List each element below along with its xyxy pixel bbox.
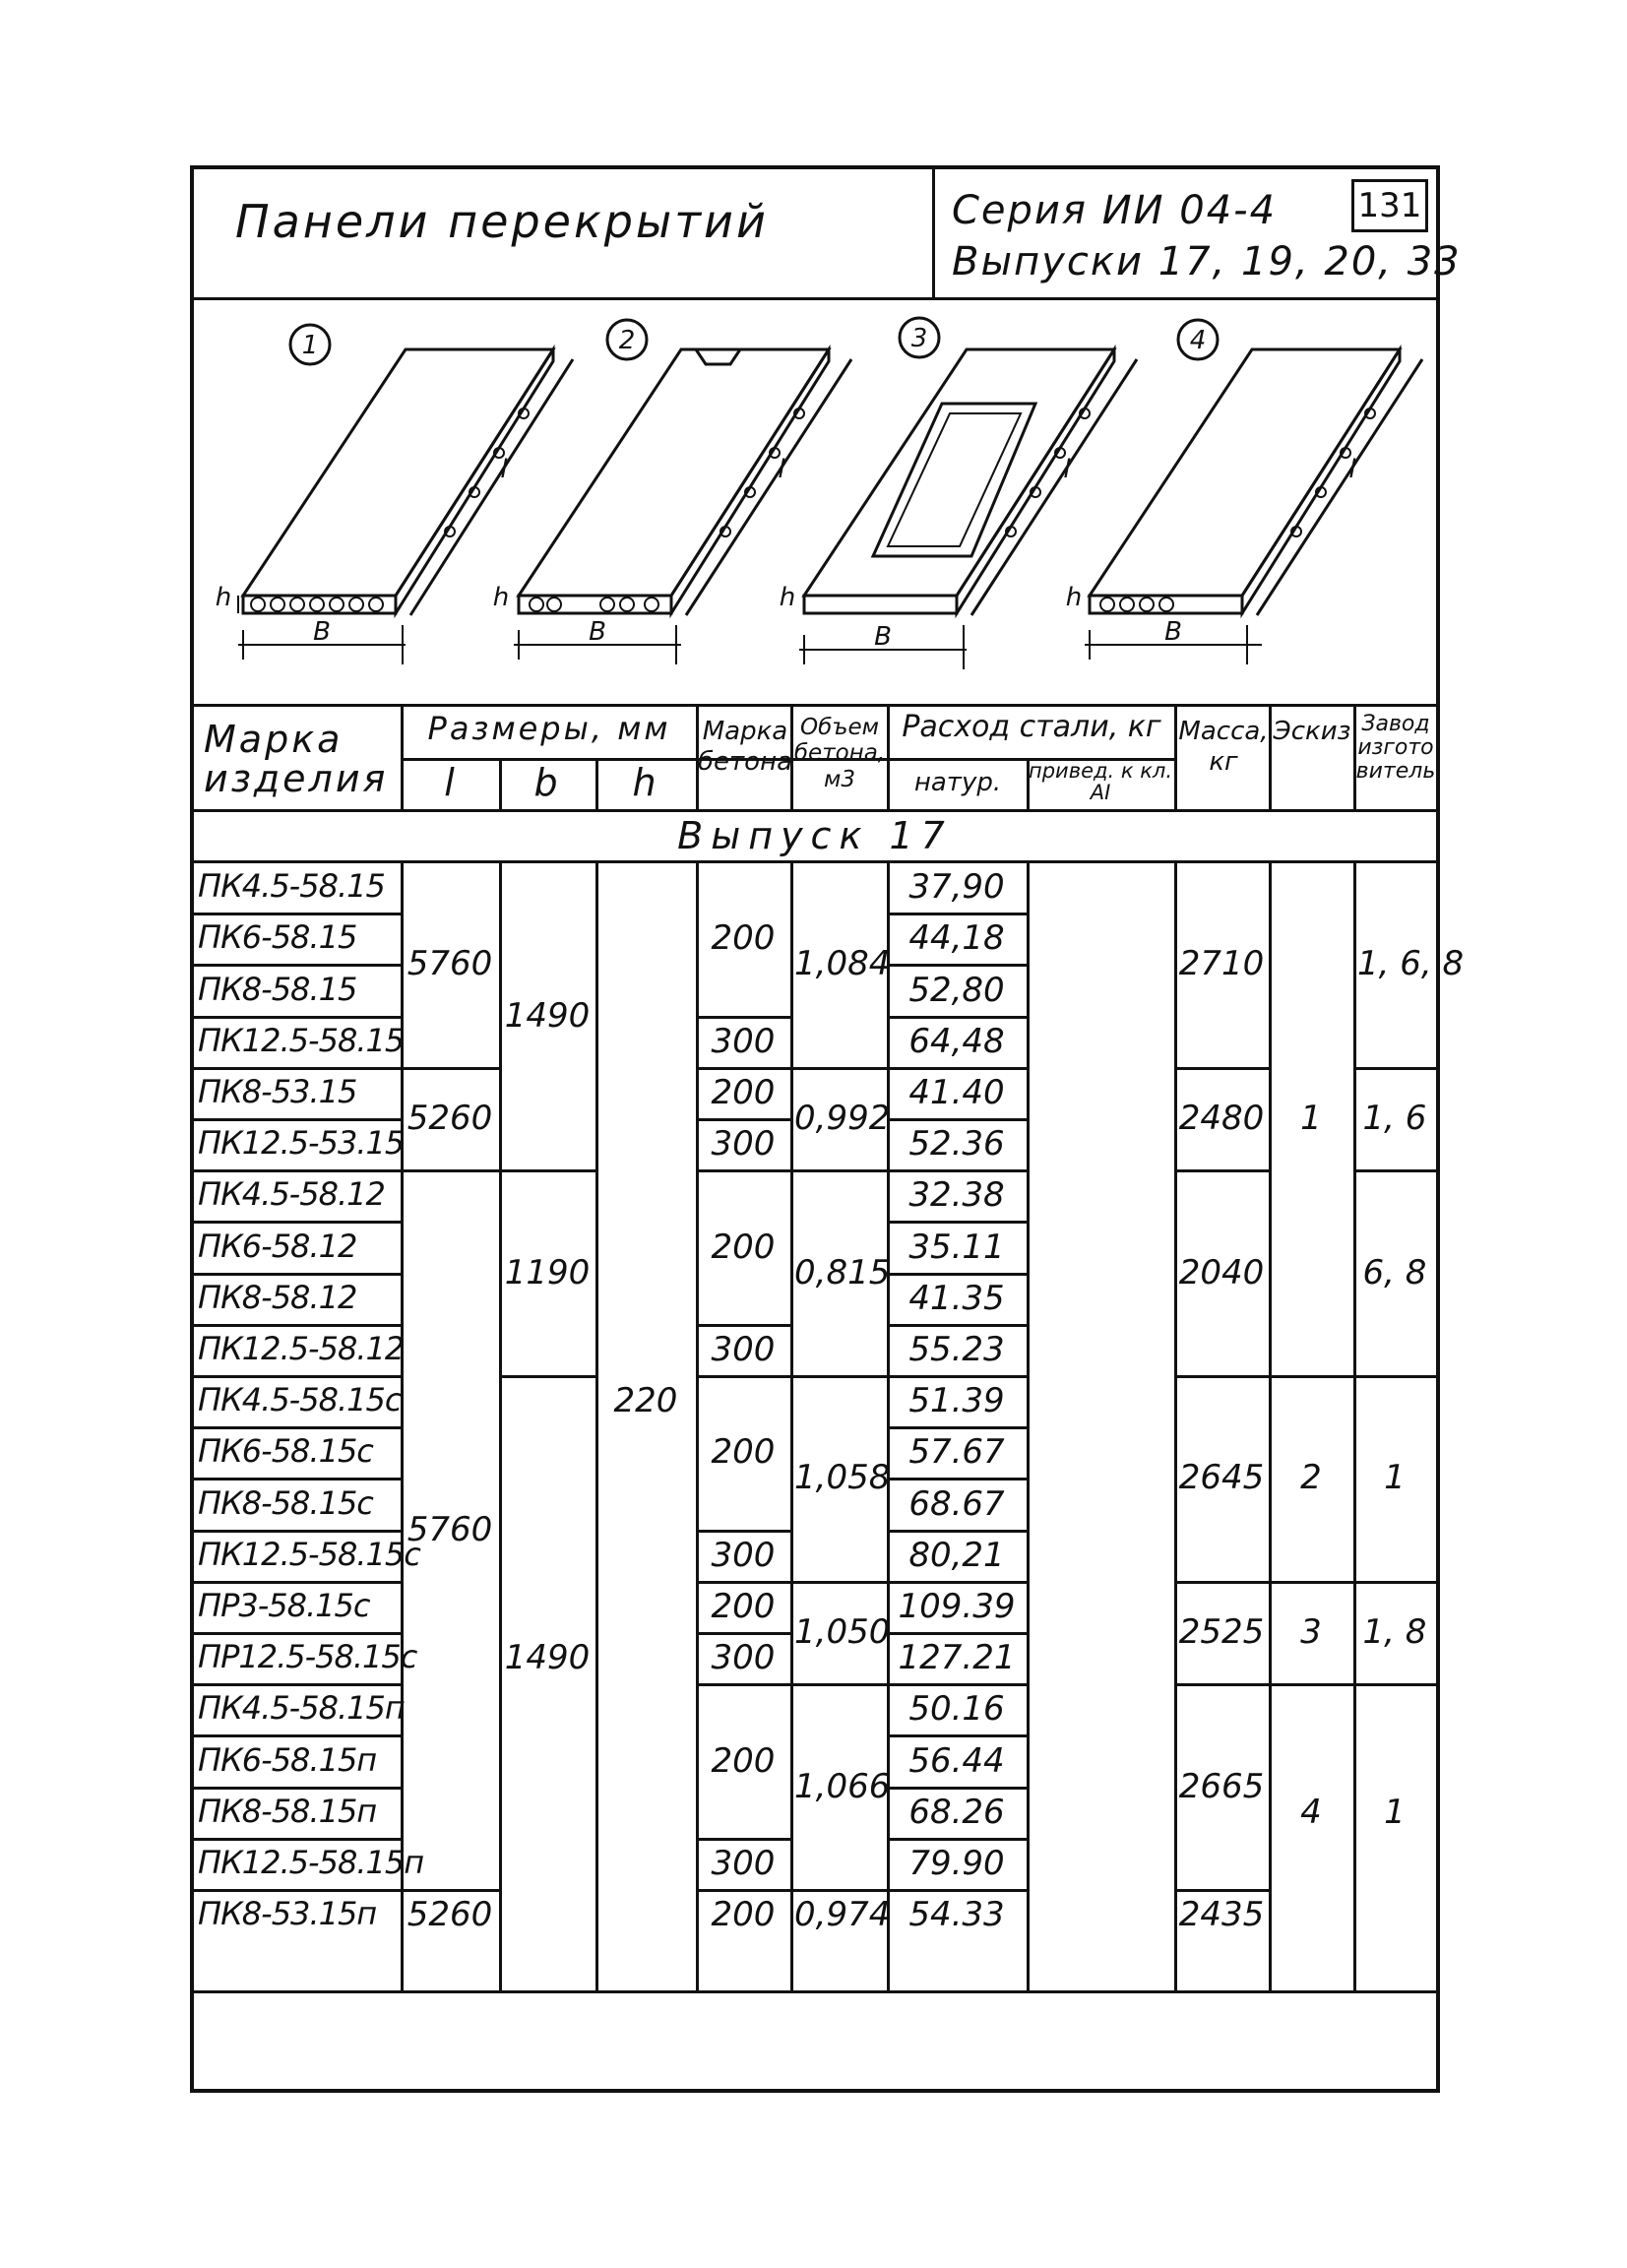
steel-nat-cell: 54.33 xyxy=(908,1895,1005,1935)
concrete-cell: 300 xyxy=(711,1329,776,1369)
drawing-4-number: 4 xyxy=(1189,326,1207,355)
steel-row-line xyxy=(887,1426,1027,1429)
header-size-b: b xyxy=(533,761,561,804)
plant-cell: 1, 8 xyxy=(1362,1612,1427,1652)
volume-cell: 1,066 xyxy=(794,1766,891,1806)
volume-cell: 0,815 xyxy=(794,1252,891,1292)
concrete-cell: 200 xyxy=(711,918,776,959)
mark-row-line xyxy=(194,1273,401,1276)
drawing-4-l: l xyxy=(1348,455,1356,484)
concrete-group-line xyxy=(696,1632,790,1635)
header-plant: Завод изготовитель xyxy=(1355,712,1436,785)
steel-row-line xyxy=(887,1324,1027,1327)
volume-cell: 1,084 xyxy=(794,944,891,984)
header-concrete: Марка бетона xyxy=(698,717,793,778)
col-line-7 xyxy=(1027,860,1030,1990)
header-size-l: l xyxy=(444,761,458,804)
l-cell: 5260 xyxy=(407,1895,493,1935)
mark-row-line xyxy=(194,1426,401,1429)
steel-row-line xyxy=(887,1478,1027,1480)
mark-row-line xyxy=(194,1375,401,1378)
steel-row-line xyxy=(887,1118,1027,1121)
steel-nat-cell: 41.40 xyxy=(908,1072,1005,1112)
col-line-8b xyxy=(1174,860,1177,1990)
concrete-group-line xyxy=(696,1581,790,1584)
header-steel-red: привед. к кл. AI xyxy=(1028,759,1172,805)
concrete-cell: 200 xyxy=(711,1740,776,1781)
mark-cell: ПК6-58.15п xyxy=(198,1740,377,1779)
steel-nat-cell: 109.39 xyxy=(898,1586,1016,1626)
col-line-3 xyxy=(595,860,598,1990)
concrete-group-line xyxy=(696,1169,790,1172)
mark-cell: ПК12.5-53.15 xyxy=(198,1124,405,1163)
col-line-5b xyxy=(790,860,793,1990)
concrete-cell: 200 xyxy=(711,1586,776,1626)
drawing-3-l: l xyxy=(1063,455,1071,484)
mark-cell: ПК8-58.15с xyxy=(198,1483,373,1522)
steel-nat-cell: 127.21 xyxy=(898,1638,1016,1678)
plant-group-line xyxy=(1353,1683,1436,1686)
plant-cell: 1 xyxy=(1384,1792,1406,1832)
header-steel-nat: натур. xyxy=(913,768,1002,797)
mark-row-line xyxy=(194,1478,401,1480)
mark-cell: ПК4.5-58.12 xyxy=(198,1175,385,1214)
mark-cell: ПР3-58.15с xyxy=(198,1586,370,1624)
document-title: Панели перекрытий xyxy=(235,195,769,248)
drawing-2-b: B xyxy=(589,617,606,647)
header-size-h: h xyxy=(632,761,659,804)
steel-row-line xyxy=(887,1375,1027,1378)
col-line-9b xyxy=(1269,860,1272,1990)
mark-row-line xyxy=(194,1530,401,1533)
mark-cell: ПК8-53.15п xyxy=(198,1895,377,1933)
table-top-line xyxy=(194,704,1436,707)
steel-nat-cell: 32.38 xyxy=(908,1175,1005,1216)
concrete-group-line xyxy=(696,1375,790,1378)
mass-cell: 2710 xyxy=(1178,944,1265,984)
mark-cell: ПК6-58.12 xyxy=(198,1227,357,1265)
section-title: Выпуск 17 xyxy=(677,814,953,857)
concrete-group-line xyxy=(696,1530,790,1533)
l-group-line xyxy=(401,1889,499,1892)
steel-row-line xyxy=(887,1067,1027,1070)
concrete-group-line xyxy=(696,1118,790,1121)
steel-row-line xyxy=(887,1169,1027,1172)
mark-cell: ПК12.5-58.12 xyxy=(198,1329,405,1367)
header-sketch: Эскиз xyxy=(1273,717,1351,746)
concrete-cell: 200 xyxy=(711,1432,776,1473)
mark-row-line xyxy=(194,1889,401,1892)
sketch-cell: 3 xyxy=(1300,1612,1322,1652)
header-bottom-line xyxy=(194,809,1436,812)
mark-row-line xyxy=(194,1581,401,1584)
mark-row-line xyxy=(194,1118,401,1121)
steel-nat-cell: 79.90 xyxy=(908,1843,1005,1883)
concrete-cell: 300 xyxy=(711,1021,776,1061)
drawing-1-l: l xyxy=(500,455,508,484)
mass-cell: 2480 xyxy=(1178,1099,1265,1138)
volume-cell: 0,974 xyxy=(794,1895,891,1935)
col-line-4 xyxy=(696,704,699,809)
steel-nat-cell: 41.35 xyxy=(908,1278,1005,1318)
steel-row-line xyxy=(887,1734,1027,1737)
steel-row-line xyxy=(887,1530,1027,1533)
sketch-group-line xyxy=(1269,1375,1353,1378)
col-line-6 xyxy=(887,704,890,809)
concrete-group-line xyxy=(696,1016,790,1019)
col-line-6b xyxy=(887,860,890,1990)
header-steel: Расход стали, кг xyxy=(902,710,1161,744)
steel-row-line xyxy=(887,1016,1027,1019)
plant-group-line xyxy=(1353,1375,1436,1378)
drawing-1-b: B xyxy=(313,617,331,647)
steel-row-line xyxy=(887,1581,1027,1584)
steel-nat-cell: 52.36 xyxy=(908,1124,1005,1165)
drawing-4-b: B xyxy=(1164,617,1182,647)
steel-nat-cell: 52,80 xyxy=(908,970,1005,1010)
mass-group-line xyxy=(1174,1889,1269,1892)
volume-cell: 1,050 xyxy=(794,1612,891,1652)
col-line-9 xyxy=(1269,704,1272,809)
col-line-8 xyxy=(1174,704,1177,809)
concrete-cell: 200 xyxy=(711,1072,776,1112)
header-l-b-divider xyxy=(499,758,502,809)
panel-drawing-3 xyxy=(799,318,1137,669)
steel-nat-cell: 37,90 xyxy=(908,867,1005,908)
header-nat-red-divider xyxy=(1027,758,1030,809)
steel-nat-cell: 50.16 xyxy=(908,1689,1005,1730)
table-bottom-line xyxy=(194,1990,1436,1993)
col-line-10 xyxy=(1353,704,1356,809)
sheet-number: 131 xyxy=(1351,179,1428,232)
mass-group-line xyxy=(1174,1581,1269,1584)
mark-row-line xyxy=(194,1169,401,1172)
plant-group-line xyxy=(1353,1067,1436,1070)
concrete-group-line xyxy=(696,1067,790,1070)
col-line-1 xyxy=(401,704,404,809)
mark-cell: ПК8-58.15п xyxy=(198,1792,377,1830)
plant-cell: 1 xyxy=(1384,1458,1406,1498)
steel-row-line xyxy=(887,913,1027,915)
header-mass: Масса, кг xyxy=(1178,717,1269,778)
sketch-cell: 1 xyxy=(1300,1099,1322,1138)
steel-row-line xyxy=(887,1683,1027,1686)
mark-cell: ПК6-58.15 xyxy=(198,918,357,957)
drawing-2-l: l xyxy=(778,455,785,484)
mark-cell: ПК12.5-58.15 xyxy=(198,1021,405,1059)
mark-row-line xyxy=(194,1221,401,1224)
mark-cell: ПК4.5-58.15п xyxy=(198,1689,405,1728)
series-label: Серия ИИ 04-4 xyxy=(952,188,1278,233)
steel-row-line xyxy=(887,964,1027,967)
concrete-cell: 300 xyxy=(711,1535,776,1575)
mark-cell: ПК8-53.15 xyxy=(198,1072,357,1110)
volume-group-line xyxy=(790,1169,887,1172)
mark-cell: ПК6-58.15с xyxy=(198,1432,373,1471)
drawing-2-number: 2 xyxy=(618,326,636,355)
section-bottom-line xyxy=(194,860,1436,863)
mark-row-line xyxy=(194,1067,401,1070)
l-cell: 5760 xyxy=(407,1509,493,1549)
mark-cell: ПК8-58.15 xyxy=(198,970,357,1008)
volume-group-line xyxy=(790,1683,887,1686)
b-group-line xyxy=(499,1375,595,1378)
col-line-5 xyxy=(790,704,793,809)
col-line-10b xyxy=(1353,860,1356,1990)
l-group-line xyxy=(401,1067,499,1070)
mark-row-line xyxy=(194,1683,401,1686)
l-cell: 5260 xyxy=(407,1099,493,1138)
volume-cell: 0,992 xyxy=(794,1099,891,1138)
b-group-line xyxy=(499,1169,595,1172)
steel-nat-cell: 68.26 xyxy=(908,1792,1005,1832)
steel-nat-cell: 56.44 xyxy=(908,1740,1005,1781)
plant-cell: 6, 8 xyxy=(1362,1252,1427,1292)
header-volume: Объем бетона, м3 xyxy=(793,715,886,792)
sketch-cell: 4 xyxy=(1300,1792,1322,1832)
concrete-cell: 200 xyxy=(711,1227,776,1267)
concrete-cell: 200 xyxy=(711,1895,776,1935)
mark-row-line xyxy=(194,1016,401,1019)
concrete-cell: 300 xyxy=(711,1638,776,1678)
mass-cell: 2665 xyxy=(1178,1766,1265,1806)
volume-group-line xyxy=(790,1889,887,1892)
steel-nat-cell: 51.39 xyxy=(908,1381,1005,1421)
drawing-3-b: B xyxy=(874,622,892,652)
header-b-h-divider xyxy=(595,758,598,809)
mass-group-line xyxy=(1174,1067,1269,1070)
b-cell: 1490 xyxy=(504,995,591,1036)
sketch-group-line xyxy=(1269,1683,1353,1686)
steel-nat-cell: 68.67 xyxy=(908,1483,1005,1524)
steel-nat-cell: 44,18 xyxy=(908,918,1005,959)
steel-nat-cell: 55.23 xyxy=(908,1329,1005,1369)
steel-row-line xyxy=(887,1838,1027,1841)
steel-row-line xyxy=(887,1221,1027,1224)
mark-row-line xyxy=(194,1632,401,1635)
header-steel-underline xyxy=(889,758,1176,761)
mass-group-line xyxy=(1174,1375,1269,1378)
plant-cell: 1, 6 xyxy=(1362,1099,1427,1138)
drawing-2-h: h xyxy=(492,583,510,612)
volume-group-line xyxy=(790,1581,887,1584)
volume-cell: 1,058 xyxy=(794,1458,891,1498)
plant-cell: 1, 6, 8 xyxy=(1357,944,1465,984)
mark-row-line xyxy=(194,1734,401,1737)
mark-cell: ПК8-58.12 xyxy=(198,1278,357,1316)
h-cell: 220 xyxy=(613,1381,678,1421)
header-sizes: Размеры, мм xyxy=(427,710,671,747)
volume-group-line xyxy=(790,1067,887,1070)
b-cell: 1490 xyxy=(504,1638,591,1678)
b-cell: 1190 xyxy=(504,1252,591,1292)
steel-row-line xyxy=(887,1889,1027,1892)
drawing-1-h: h xyxy=(215,583,232,612)
document-frame xyxy=(190,165,1465,2093)
steel-row-line xyxy=(887,1273,1027,1276)
mass-group-line xyxy=(1174,1683,1269,1686)
header-mark: Марка изделия xyxy=(204,718,389,800)
steel-row-line xyxy=(887,1787,1027,1790)
drawing-4-h: h xyxy=(1065,583,1083,612)
mark-row-line xyxy=(194,1324,401,1327)
drawing-3-number: 3 xyxy=(910,324,928,353)
mark-cell: ПК12.5-58.15с xyxy=(198,1535,420,1573)
drawing-1-number: 1 xyxy=(301,331,319,360)
title-divider xyxy=(932,169,935,297)
mark-row-line xyxy=(194,913,401,915)
concrete-group-line xyxy=(696,1683,790,1686)
panel-drawing-4 xyxy=(1085,320,1422,664)
volume-group-line xyxy=(790,1375,887,1378)
mass-cell: 2435 xyxy=(1178,1895,1265,1935)
concrete-group-line xyxy=(696,1838,790,1841)
mark-row-line xyxy=(194,964,401,967)
steel-nat-cell: 64,48 xyxy=(908,1021,1005,1061)
panel-drawings xyxy=(194,300,1436,704)
mark-cell: ПК4.5-58.15с xyxy=(198,1381,402,1419)
mark-cell: ПК12.5-58.15п xyxy=(198,1843,424,1881)
steel-nat-cell: 57.67 xyxy=(908,1432,1005,1473)
mass-cell: 2525 xyxy=(1178,1612,1265,1652)
l-group-line xyxy=(401,1169,499,1172)
steel-nat-cell: 35.11 xyxy=(908,1227,1005,1267)
sketch-group-line xyxy=(1269,1581,1353,1584)
concrete-group-line xyxy=(696,1889,790,1892)
drawing-3-h: h xyxy=(779,583,796,612)
concrete-cell: 300 xyxy=(711,1124,776,1165)
col-line-4b xyxy=(696,860,699,1990)
plant-group-line xyxy=(1353,1169,1436,1172)
mark-row-line xyxy=(194,1838,401,1841)
mass-cell: 2040 xyxy=(1178,1252,1265,1292)
plant-group-line xyxy=(1353,1581,1436,1584)
mass-cell: 2645 xyxy=(1178,1458,1265,1498)
issues-label: Выпуски 17, 19, 20, 33 xyxy=(952,239,1462,284)
l-cell: 5760 xyxy=(407,944,493,984)
sketch-cell: 2 xyxy=(1300,1458,1322,1498)
mark-cell: ПР12.5-58.15с xyxy=(198,1638,417,1676)
mark-cell: ПК4.5-58.15 xyxy=(198,867,385,906)
concrete-cell: 300 xyxy=(711,1843,776,1883)
col-line-2 xyxy=(499,860,502,1990)
mass-group-line xyxy=(1174,1169,1269,1172)
steel-nat-cell: 80,21 xyxy=(908,1535,1005,1575)
steel-row-line xyxy=(887,1632,1027,1635)
concrete-group-line xyxy=(696,1324,790,1327)
mark-row-line xyxy=(194,1787,401,1790)
